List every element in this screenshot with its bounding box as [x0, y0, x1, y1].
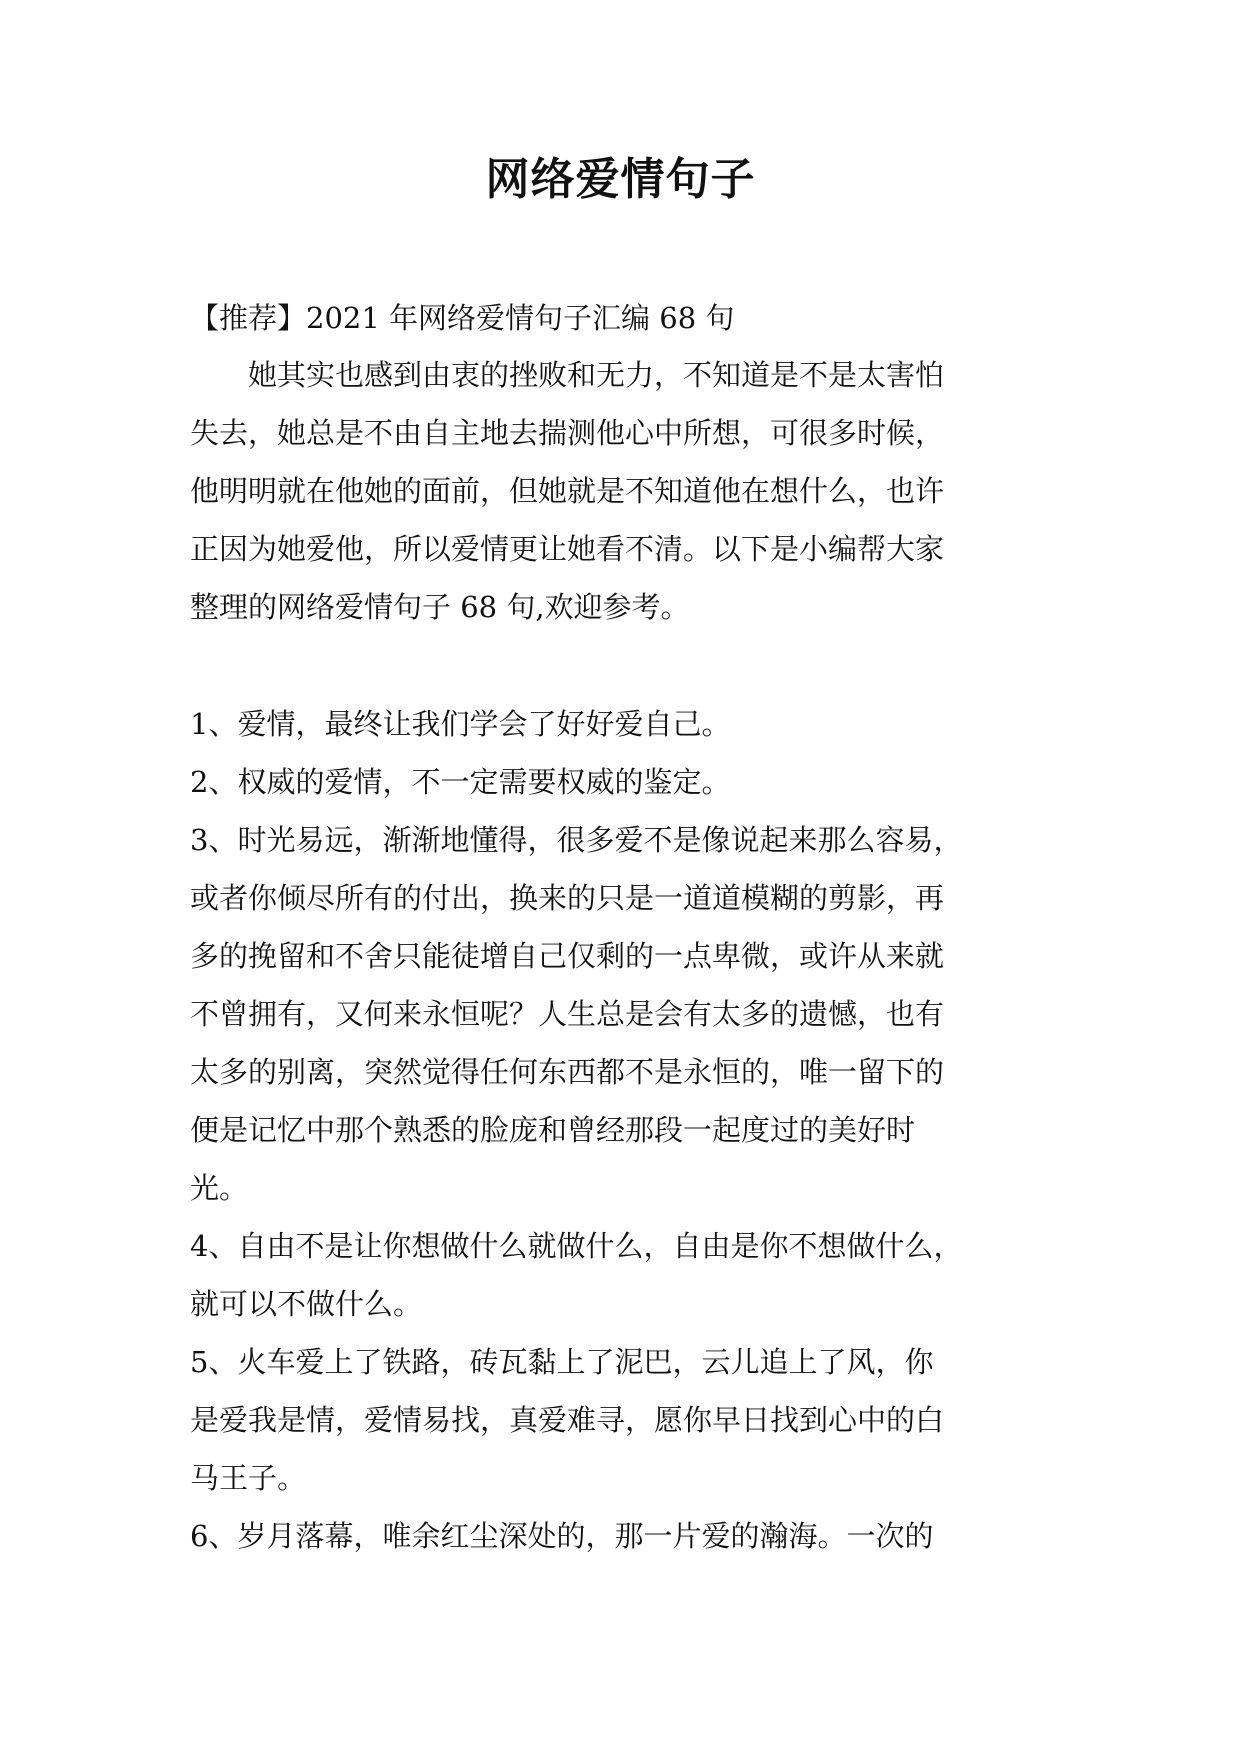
- list-item-line: 3、时光易远，渐渐地懂得，很多爱不是像说起来那么容易，: [190, 823, 963, 857]
- list-item-line: 是爱我是情，爱情易找，真爱难寻，愿你早日找到心中的白: [190, 1403, 945, 1437]
- list-item-line: 6、岁月落幕，唯余红尘深处的，那一片爱的瀚海。一次的: [190, 1519, 934, 1553]
- list-item-line: 太多的别离，突然觉得任何东西都不是永恒的，唯一留下的: [190, 1055, 945, 1089]
- list-item-line: 便是记忆中那个熟悉的脸庞和曾经那段一起度过的美好时: [190, 1113, 916, 1147]
- list-item-line: 光。: [190, 1171, 249, 1205]
- list-item-line: 1、爱情，最终让我们学会了好好爱自己。: [190, 707, 731, 741]
- sentence-list: [190, 695, 1060, 1565]
- list-item-line: 马王子。: [190, 1461, 307, 1495]
- list-item-line: 2、权威的爱情，不一定需要权威的鉴定。: [190, 765, 731, 799]
- list-item-line: 多的挽留和不舍只能徒增自己仅剩的一点卑微，或许从来就: [190, 939, 945, 973]
- list-item-line: 5、火车爱上了铁路，砖瓦黏上了泥巴，云儿追上了风，你: [190, 1345, 934, 1379]
- intro-line: 失去，她总是不由自主地去揣测他心中所想，可很多时候，: [190, 416, 945, 450]
- list-item-line: 或者你倾尽所有的付出，换来的只是一道道模糊的剪影，再: [190, 881, 945, 915]
- list-item-line: 就可以不做什么。: [190, 1287, 423, 1321]
- list-item: [190, 811, 1060, 1217]
- list-item-line: 4、自由不是让你想做什么就做什么，自由是你不想做什么，: [190, 1229, 963, 1263]
- intro-line: 她其实也感到由衷的挫败和无力，不知道是不是太害怕: [248, 358, 945, 392]
- list-item: [190, 1507, 1060, 1565]
- list-item-line: 不曾拥有，又何来永恒呢？人生总是会有太多的遗憾，也有: [190, 997, 945, 1031]
- document-title: 网络爱情句子: [485, 154, 756, 205]
- list-item: [190, 753, 1060, 811]
- intro-line: 正因为她爱他，所以爱情更让她看不清。以下是小编帮大家: [190, 532, 945, 566]
- list-item: [190, 1333, 1060, 1507]
- intro-paragraph: [190, 346, 1060, 636]
- intro-line: 他明明就在他她的面前，但她就是不知道他在想什么，也许: [190, 474, 945, 508]
- list-item: [190, 1217, 1060, 1333]
- intro-line: 整理的网络爱情句子 68 句,欢迎参考。: [190, 590, 690, 624]
- document-subtitle: 【推荐】2021 年网络爱情句子汇编 68 句: [190, 301, 735, 335]
- list-item: [190, 695, 1060, 753]
